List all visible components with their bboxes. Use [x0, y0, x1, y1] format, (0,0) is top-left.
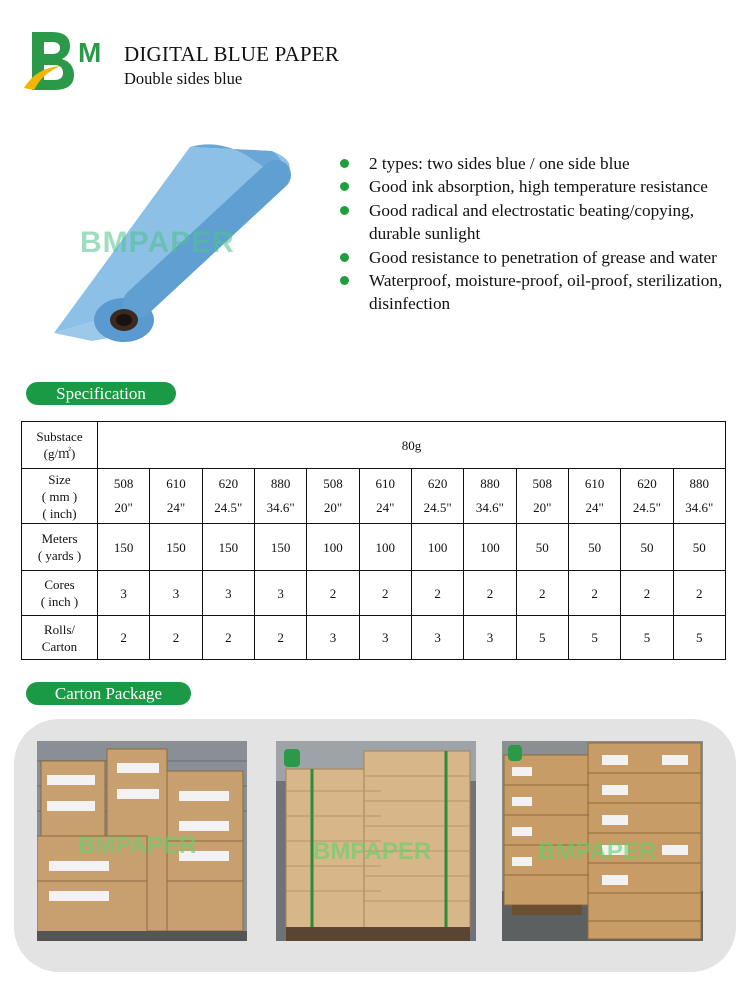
table-cell — [411, 469, 463, 524]
table-cell: 3 — [359, 616, 411, 660]
table-cell: 2 — [359, 571, 411, 616]
feature-text: Good resistance to penetration of grease and water — [369, 247, 717, 267]
table-row — [22, 469, 726, 524]
bullet-icon — [340, 182, 349, 191]
watermark-photo3: BMPAPER — [538, 838, 657, 865]
feature-text: Good ink absorption, high temperature resistance — [369, 177, 708, 197]
size-inch: 34.6" — [475, 500, 504, 515]
table-cell: 150 — [98, 524, 150, 571]
table-cell — [516, 469, 568, 524]
table-cell: 150 — [202, 524, 254, 571]
feature-list — [340, 152, 730, 316]
table-cell: 100 — [464, 524, 516, 571]
table-cell: 2 — [150, 616, 202, 660]
table-cell: 2 — [516, 571, 568, 616]
bullet-icon — [340, 253, 349, 262]
size-inch: 20" — [114, 500, 133, 515]
table-cell: 3 — [254, 571, 306, 616]
row-header-substance: Substace (g/㎡) — [22, 422, 98, 469]
table-cell — [568, 469, 620, 524]
feature-text: 2 types: two sides blue / one side blue — [369, 154, 630, 173]
table-cell: 150 — [254, 524, 306, 571]
table-cell: 3 — [411, 616, 463, 660]
feature-item — [340, 175, 730, 198]
table-cell — [307, 469, 359, 524]
size-inch: 24" — [585, 500, 604, 515]
feature-item — [340, 269, 730, 316]
table-cell: 2 — [621, 571, 673, 616]
row-header-size: Size ( mm ) ( inch) — [22, 469, 98, 524]
size-inch: 24.5" — [632, 500, 661, 515]
table-cell: 50 — [673, 524, 725, 571]
table-cell: 50 — [516, 524, 568, 571]
size-mm: 620 — [218, 476, 239, 491]
table-cell: 5 — [568, 616, 620, 660]
watermark-product: BMPAPER — [80, 226, 235, 259]
page-subtitle: Double sides blue — [124, 69, 243, 88]
table-cell — [202, 469, 254, 524]
table-cell: 5 — [621, 616, 673, 660]
table-cell — [150, 469, 202, 524]
table-cell: 150 — [150, 524, 202, 571]
size-inch: 34.6" — [266, 500, 295, 515]
size-inch: 24" — [376, 500, 395, 515]
size-mm: 610 — [166, 476, 186, 491]
size-inch: 34.6" — [685, 500, 714, 515]
feature-item — [340, 246, 730, 269]
size-mm: 610 — [584, 476, 605, 491]
size-inch: 24.5" — [423, 500, 452, 515]
table-row — [22, 616, 726, 660]
table-cell — [621, 469, 673, 524]
size-mm: 508 — [323, 476, 343, 491]
feature-text: Waterproof, moisture-proof, oil-proof, sterilization, disinfection — [369, 271, 723, 314]
size-inch: 24" — [166, 500, 186, 515]
row-header-meters: Meters ( yards ) — [22, 524, 98, 571]
table-cell: 3 — [307, 616, 359, 660]
table-cell: 3 — [202, 571, 254, 616]
size-inch: 24.5" — [214, 500, 243, 515]
bullet-icon — [340, 206, 349, 215]
watermark-photo1: BMPAPER — [78, 832, 197, 859]
table-cell: 2 — [98, 616, 150, 660]
bullet-icon — [340, 159, 349, 168]
table-cell: 2 — [307, 571, 359, 616]
table-cell: 50 — [621, 524, 673, 571]
table-cell: 5 — [516, 616, 568, 660]
size-mm: 880 — [270, 476, 291, 491]
table-row — [22, 524, 726, 571]
feature-item — [340, 152, 730, 175]
size-mm: 508 — [113, 476, 134, 491]
table-cell: 100 — [359, 524, 411, 571]
table-cell: 2 — [254, 616, 306, 660]
table-cell — [254, 469, 306, 524]
table-cell: 2 — [673, 571, 725, 616]
bm-logo — [22, 28, 114, 94]
table-cell: 100 — [307, 524, 359, 571]
table-cell — [98, 469, 150, 524]
row-header-rolls: Rolls/ Carton — [22, 616, 98, 660]
table-row — [22, 422, 726, 469]
table-cell: 2 — [411, 571, 463, 616]
table-cell: 2 — [464, 571, 516, 616]
table-cell: 3 — [150, 571, 202, 616]
table-cell: 2 — [202, 616, 254, 660]
size-mm: 620 — [427, 476, 448, 491]
table-cell: 2 — [568, 571, 620, 616]
table-cell: 3 — [98, 571, 150, 616]
table-cell — [673, 469, 725, 524]
feature-text: Good radical and electrostatic beating/copying, durable sunlight — [369, 200, 695, 244]
size-inch: 20" — [323, 500, 343, 515]
spec-table — [21, 421, 726, 660]
size-mm: 610 — [375, 476, 396, 491]
size-inch: 20" — [533, 500, 552, 515]
feature-item — [340, 199, 730, 246]
table-cell: 50 — [568, 524, 620, 571]
table-cell: 3 — [464, 616, 516, 660]
watermark-photo2: BMPAPER — [313, 838, 432, 865]
size-mm: 880 — [689, 476, 710, 491]
table-row — [22, 571, 726, 616]
table-cell: 5 — [673, 616, 725, 660]
table-cell — [464, 469, 516, 524]
table-cell: 100 — [411, 524, 463, 571]
svg-text:M: M — [78, 37, 102, 68]
specification-label: Specification — [26, 382, 176, 405]
bullet-icon — [340, 276, 349, 285]
substance-value: 80g — [98, 422, 726, 469]
table-cell — [359, 469, 411, 524]
size-mm: 508 — [532, 476, 553, 491]
page-title: DIGITAL BLUE PAPER — [124, 42, 340, 66]
carton-package-label: Carton Package — [26, 682, 191, 705]
row-header-cores: Cores ( inch ) — [22, 571, 98, 616]
size-mm: 880 — [480, 476, 500, 491]
size-mm: 620 — [637, 476, 657, 491]
